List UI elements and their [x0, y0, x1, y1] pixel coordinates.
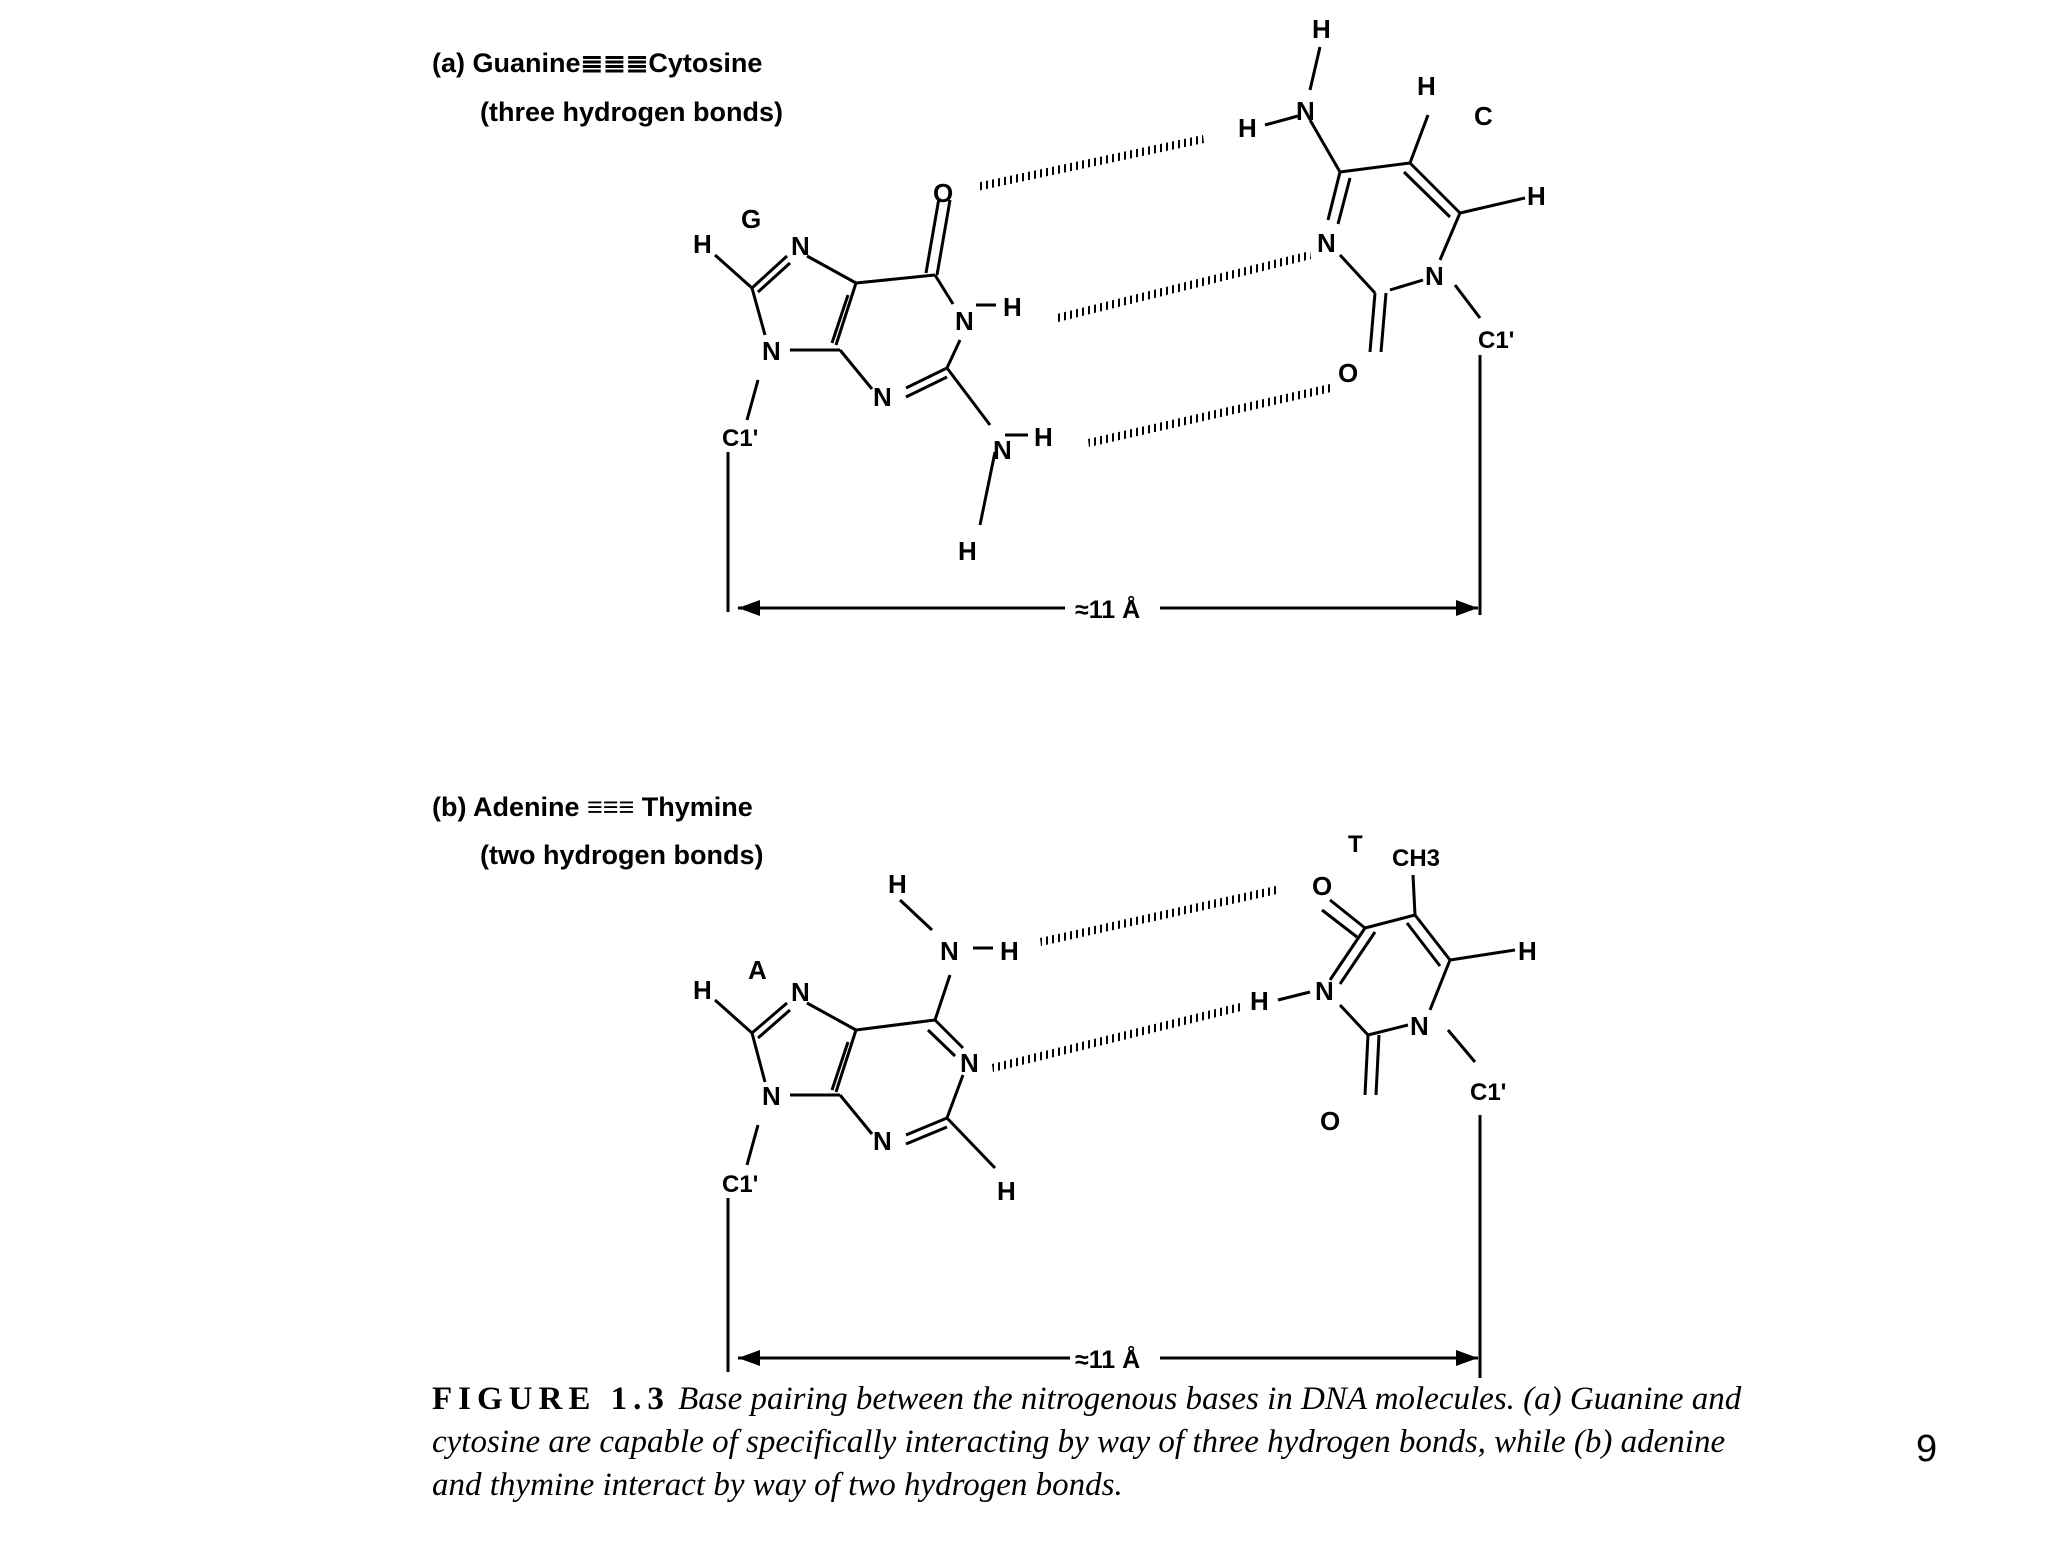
panel-b-sublabel: (two hydrogen bonds)	[480, 840, 764, 870]
svg-text:N: N	[1315, 976, 1334, 1006]
svg-text:N: N	[1296, 96, 1315, 126]
svg-text:H: H	[1238, 113, 1257, 143]
svg-text:O: O	[1320, 1106, 1341, 1136]
guanine-structure	[715, 198, 1028, 612]
svg-text:C1': C1'	[722, 425, 759, 452]
panel-b	[432, 792, 1537, 1378]
svg-text:H: H	[1527, 181, 1546, 211]
thymine-atoms	[1250, 845, 1537, 1136]
svg-text:O: O	[933, 178, 954, 208]
svg-text:H: H	[1518, 936, 1537, 966]
guanine-atoms	[693, 178, 1053, 566]
panel-b-label: (b) Adenine ≡≡≡ Thymine	[432, 792, 753, 822]
slide-number: 9	[1916, 1428, 1938, 1470]
svg-text:H: H	[1003, 292, 1022, 322]
svg-text:H: H	[1417, 71, 1436, 101]
svg-text:N: N	[791, 977, 810, 1007]
svg-text:N: N	[1317, 228, 1336, 258]
svg-text:O: O	[1312, 871, 1333, 901]
svg-text:N: N	[762, 1081, 781, 1111]
svg-text:N: N	[762, 336, 781, 366]
svg-text:N: N	[873, 1126, 892, 1156]
panel-a-base-right: C	[1474, 101, 1493, 131]
adenine-atoms	[693, 869, 1019, 1206]
svg-text:H: H	[1250, 986, 1269, 1016]
panel-a-sublabel: (three hydrogen bonds)	[480, 97, 783, 127]
panel-b-width-label: ≈11 Å	[1075, 1346, 1141, 1374]
svg-text:C1': C1'	[722, 1171, 759, 1198]
panel-a-hydrogen-bonds	[976, 135, 1331, 447]
figure-caption-text: Base pairing between the nitrogenous bases in DNA molecules. (a) Guanine and cytosine are capable of specifically interacting by way of three hydrogen bonds, while (b) adenine and thymine interact by way of two hydrogen bonds.	[432, 1381, 1742, 1503]
figure-label: FIGURE 1.3	[432, 1381, 670, 1417]
svg-text:N: N	[791, 231, 810, 261]
svg-text:C1': C1'	[1470, 1079, 1507, 1106]
svg-text:H: H	[693, 975, 712, 1005]
svg-text:H: H	[693, 229, 712, 259]
panel-b-base-left: A	[748, 955, 767, 985]
svg-text:N: N	[960, 1048, 979, 1078]
svg-text:N: N	[993, 435, 1012, 465]
svg-text:H: H	[888, 869, 907, 899]
panel-a-base-left: G	[741, 204, 762, 234]
svg-text:N: N	[1425, 261, 1444, 291]
svg-text:O: O	[1338, 358, 1359, 388]
svg-text:H: H	[958, 536, 977, 566]
panel-a-label: (a) Guanine≣≣≣Cytosine	[432, 48, 763, 78]
panel-a	[432, 14, 1546, 624]
svg-text:H: H	[997, 1176, 1016, 1206]
svg-text:C1': C1'	[1478, 327, 1515, 354]
svg-text:N: N	[940, 936, 959, 966]
svg-text:H: H	[1312, 14, 1331, 44]
thymine-structure	[1278, 875, 1515, 1378]
panel-a-width-label: ≈11 Å	[1075, 596, 1141, 624]
svg-text:H: H	[1000, 936, 1019, 966]
cytosine-atoms	[1238, 14, 1546, 388]
figure-caption	[432, 1378, 1752, 1507]
panel-b-base-right: T	[1348, 831, 1363, 858]
panel-b-hydrogen-bonds	[992, 886, 1277, 1072]
svg-text:H: H	[1034, 422, 1053, 452]
svg-text:N: N	[955, 306, 974, 336]
svg-text:N: N	[1410, 1011, 1429, 1041]
svg-text:CH3: CH3	[1392, 845, 1441, 872]
svg-text:N: N	[873, 382, 892, 412]
